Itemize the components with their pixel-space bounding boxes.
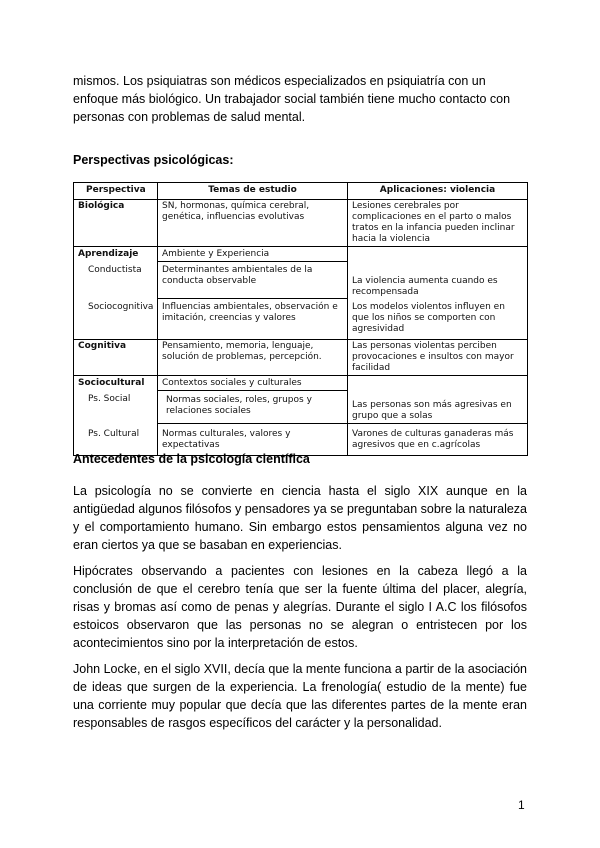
table-row — [74, 424, 528, 456]
table-row — [74, 390, 528, 424]
section-heading-antecedentes: Antecedentes de la psicología científica — [73, 452, 310, 466]
cell-temas: Normas culturales, valores y expectativas — [158, 424, 348, 456]
table-row — [74, 299, 528, 340]
section-heading-perspectivas: Perspectivas psicológicas: — [73, 153, 234, 167]
body-paragraph: La psicología no se convierte en ciencia hasta el siglo XIX aunque en la antigüedad algunos filósofos y pensadores ya se preguntaban sobre la naturaleza y el comportamiento humano. Sin embargo estos pensamientos alguna vez no eran ciertos ya que se basaban en experiencias. — [73, 484, 527, 552]
table-header-row — [74, 183, 528, 200]
header-perspectiva: Perspectiva — [74, 183, 158, 200]
cell-perspectiva: Ps. Social — [74, 390, 158, 424]
cell-aplicaciones — [348, 375, 528, 390]
page-number: 1 — [518, 798, 525, 812]
table-row — [74, 247, 528, 262]
intro-paragraph: mismos. Los psiquiatras son médicos especializados en psiquiatría con un enfoque más biológico. Un trabajador social también tiene mucho contacto con personas con problemas de salud mental. — [73, 74, 511, 124]
body-paragraph: Hipócrates observando a pacientes con lesiones en la cabeza llegó a la conclusión de que el cerebro tenía que ser la fuente última del placer, alegría, risas y bromas así como de penas y alegrías. Durante el siglo I A.C los filósofos estoicos observaron que las personas no se alegran o entristecen por los acontecimientos sino por la interpretación de estos. — [73, 564, 527, 650]
body-paragraph: John Locke, en el siglo XVII, decía que la mente funciona a partir de la asociación de ideas que surgen de la experiencia. La frenología( estudio de la mente) fue una corriente muy popular que decía que las diferentes partes de la mente eran responsables de rasgos específicos del carácter y la personalidad. — [73, 662, 527, 730]
header-temas: Temas de estudio — [158, 183, 348, 200]
cell-perspectiva: Ps. Cultural — [74, 424, 158, 456]
table-row — [74, 262, 528, 299]
cell-aplicaciones: La violencia aumenta cuando es recompensada — [348, 262, 528, 299]
table-row — [74, 200, 528, 247]
cell-perspectiva: Aprendizaje — [74, 247, 158, 262]
cell-temas: SN, hormonas, química cerebral, genética, influencias evolutivas — [158, 200, 348, 247]
cell-aplicaciones: Los modelos violentos influyen en que los niños se comporten con agresividad — [348, 299, 528, 340]
perspectives-table — [73, 182, 528, 456]
cell-temas: Ambiente y Experiencia — [158, 247, 348, 262]
header-aplicaciones: Aplicaciones: violencia — [348, 183, 528, 200]
cell-aplicaciones — [348, 247, 528, 262]
cell-perspectiva: Conductista — [74, 262, 158, 299]
cell-perspectiva: Sociocultural — [74, 375, 158, 390]
cell-temas: Normas sociales, roles, grupos y relaciones sociales — [158, 390, 348, 424]
table-row — [74, 375, 528, 390]
cell-perspectiva: Cognitiva — [74, 339, 158, 375]
cell-perspectiva: Sociocognitiva — [74, 299, 158, 340]
cell-temas: Influencias ambientales, observación e imitación, creencias y valores — [158, 299, 348, 340]
table-row — [74, 339, 528, 375]
cell-aplicaciones: Las personas violentas perciben provocaciones e insultos con mayor facilidad — [348, 339, 528, 375]
cell-aplicaciones: Las personas son más agresivas en grupo que a solas — [348, 390, 528, 424]
cell-aplicaciones: Varones de culturas ganaderas más agresivos que en c.agrícolas — [348, 424, 528, 456]
cell-perspectiva: Biológica — [74, 200, 158, 247]
cell-temas: Contextos sociales y culturales — [158, 375, 348, 390]
cell-temas: Pensamiento, memoria, lenguaje, solución de problemas, percepción. — [158, 339, 348, 375]
cell-aplicaciones: Lesiones cerebrales por complicaciones en el parto o malos tratos en la infancia pueden inclinar hacia la violencia — [348, 200, 528, 247]
cell-temas: Determinantes ambientales de la conducta observable — [158, 262, 348, 299]
